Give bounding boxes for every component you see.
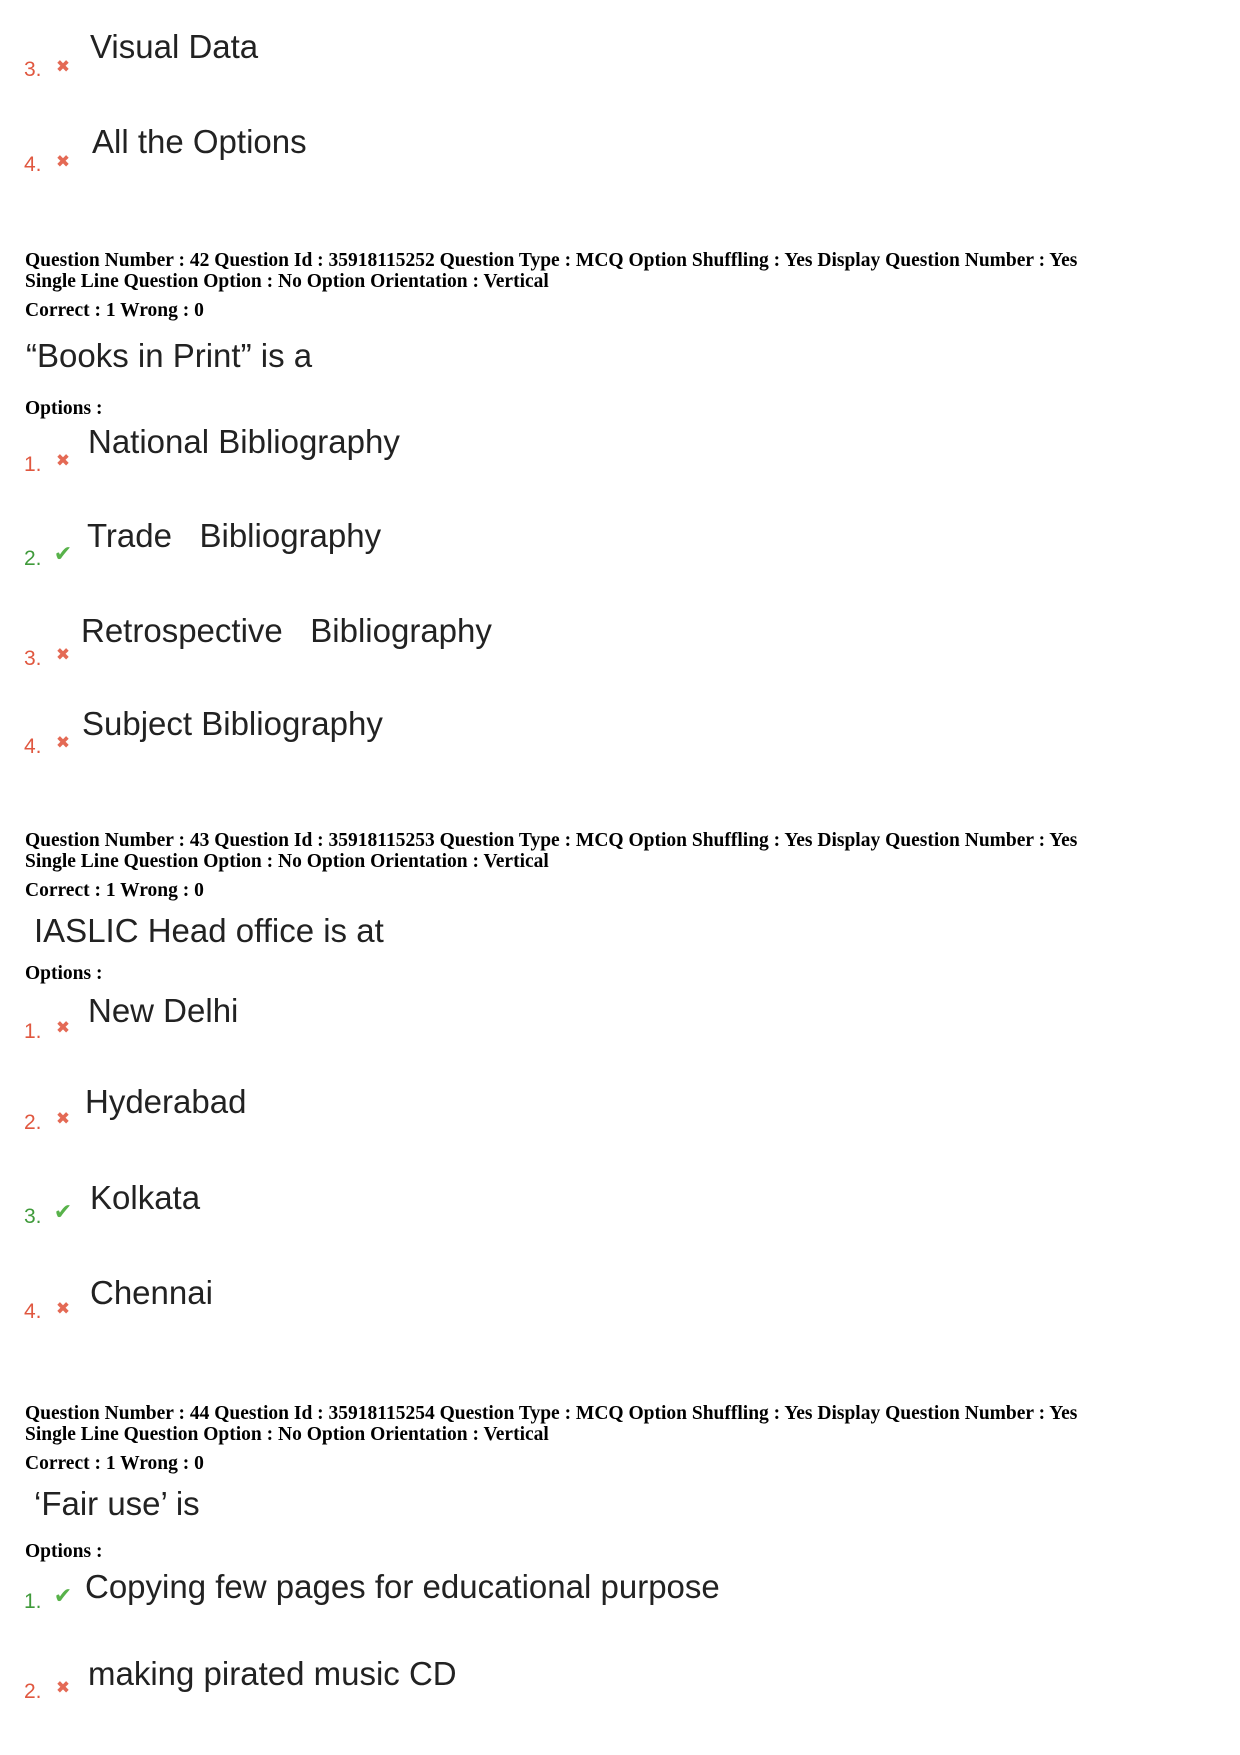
check-icon: ✔: [53, 1584, 73, 1609]
question-meta-line2: Single Line Question Option : No Option Orientation : Vertical: [25, 851, 549, 872]
option-row: [0, 123, 1000, 183]
cross-icon: ✖: [55, 645, 71, 665]
option-text: National Bibliography: [88, 423, 400, 460]
question-stem: IASLIC Head office is at: [34, 912, 384, 949]
option-number: 3.: [24, 58, 42, 81]
option-number: 2.: [24, 1111, 42, 1134]
option-number: 2.: [24, 547, 42, 570]
option-text: Chennai: [90, 1274, 213, 1311]
option-text: making pirated music CD: [88, 1655, 457, 1692]
option-text: New Delhi: [88, 992, 239, 1029]
check-icon: ✔: [53, 542, 73, 567]
cross-icon: ✖: [55, 451, 71, 471]
options-label: Options :: [25, 1541, 103, 1562]
question-score: Correct : 1 Wrong : 0: [25, 1453, 204, 1474]
option-row: [0, 612, 1000, 672]
cross-icon: ✖: [55, 1018, 71, 1038]
question-score: Correct : 1 Wrong : 0: [25, 300, 204, 321]
cross-icon: ✖: [55, 1109, 71, 1129]
option-text: Kolkata: [90, 1179, 201, 1216]
question-stem: “Books in Print” is a: [26, 337, 313, 374]
option-text: Hyderabad: [85, 1083, 247, 1120]
option-text: Copying few pages for educational purpose: [85, 1568, 720, 1605]
question-score: Correct : 1 Wrong : 0: [25, 880, 204, 901]
option-number: 1.: [24, 1020, 42, 1043]
question-stem: ‘Fair use’ is: [34, 1485, 200, 1522]
question-meta-line1: Question Number : 42 Question Id : 35918115252 Question Type : MCQ Option Shuffling : Yes Display Question Number : Yes: [25, 250, 1078, 271]
option-text: All the Options: [92, 123, 307, 160]
option-row: [0, 1274, 1000, 1334]
cross-icon: ✖: [55, 733, 71, 753]
option-text: Visual Data: [90, 28, 259, 65]
question-meta-line2: Single Line Question Option : No Option Orientation : Vertical: [25, 1424, 549, 1445]
option-number: 1.: [24, 1590, 42, 1613]
option-number: 3.: [24, 1205, 42, 1228]
option-row: [0, 992, 1000, 1052]
option-row: [0, 1083, 1000, 1143]
option-number: 4.: [24, 735, 42, 758]
check-icon: ✔: [53, 1200, 73, 1225]
option-number: 1.: [24, 453, 42, 476]
question-meta-line1: Question Number : 43 Question Id : 35918115253 Question Type : MCQ Option Shuffling : Yes Display Question Number : Yes: [25, 830, 1078, 851]
options-label: Options :: [25, 398, 103, 419]
question-meta-line2: Single Line Question Option : No Option Orientation : Vertical: [25, 271, 549, 292]
cross-icon: ✖: [55, 1299, 71, 1319]
option-row: [0, 423, 1000, 483]
option-row: [0, 1568, 1000, 1628]
option-number: 2.: [24, 1680, 42, 1703]
option-number: 3.: [24, 647, 42, 670]
option-row: [0, 705, 1000, 765]
cross-icon: ✖: [55, 57, 71, 77]
option-text: Trade Bibliography: [87, 517, 382, 554]
question-meta-line1: Question Number : 44 Question Id : 35918115254 Question Type : MCQ Option Shuffling : Yes Display Question Number : Yes: [25, 1403, 1078, 1424]
options-label: Options :: [25, 963, 103, 984]
cross-icon: ✖: [55, 152, 71, 172]
option-row: [0, 1179, 1000, 1239]
cross-icon: ✖: [55, 1678, 71, 1698]
option-row: [0, 517, 1000, 577]
option-number: 4.: [24, 153, 42, 176]
option-text: Retrospective Bibliography: [81, 612, 492, 649]
option-text: Subject Bibliography: [82, 705, 383, 742]
option-row: [0, 1655, 1000, 1715]
option-number: 4.: [24, 1300, 42, 1323]
option-row: [0, 28, 1000, 88]
